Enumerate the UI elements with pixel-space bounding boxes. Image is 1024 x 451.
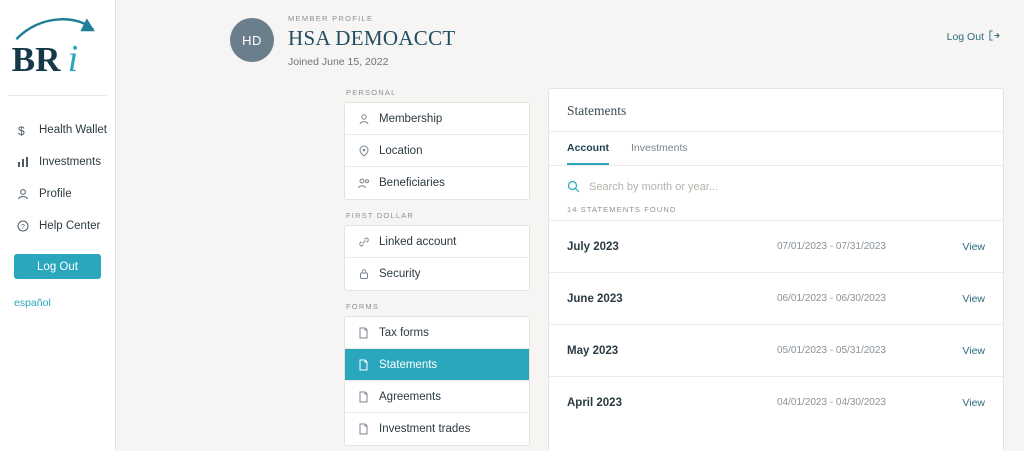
- subnav-item-label: Tax forms: [379, 326, 429, 339]
- user-icon: [16, 187, 30, 201]
- svg-text:?: ?: [21, 224, 25, 231]
- svg-text:BR: BR: [11, 39, 60, 79]
- subnav-item-investment-trades[interactable]: [345, 413, 529, 445]
- subnav-group-personal: [344, 88, 530, 200]
- sidebar-item-profile[interactable]: [0, 178, 115, 210]
- search-input[interactable]: [589, 181, 889, 193]
- search-row: [549, 166, 1003, 205]
- statement-range: 05/01/2023 - 05/31/2023: [777, 345, 886, 356]
- subnav-item-label: Security: [379, 268, 421, 280]
- brand-logo: [8, 0, 107, 96]
- svg-text:$: $: [18, 123, 25, 137]
- bar-chart-icon: [16, 155, 30, 169]
- statement-range: 04/01/2023 - 04/30/2023: [777, 397, 886, 408]
- page-eyebrow: MEMBER PROFILE: [288, 14, 374, 23]
- lock-icon: [357, 268, 370, 281]
- joined-date: Joined June 15, 2022: [288, 56, 389, 68]
- subnav-group-title: PERSONAL: [346, 88, 397, 97]
- document-icon: [357, 390, 370, 403]
- question-circle-icon: [16, 219, 30, 233]
- sidebar-item-label: Help Center: [39, 220, 101, 232]
- map-pin-icon: [357, 144, 370, 157]
- subnav-item-label: Location: [379, 144, 423, 157]
- subnav-item-label: Beneficiaries: [379, 177, 445, 189]
- header-logout-label: Log Out: [946, 31, 984, 43]
- subnav-item-beneficiaries[interactable]: [345, 167, 529, 199]
- subnav-item-membership[interactable]: [345, 103, 529, 135]
- table-row: [549, 272, 1003, 324]
- subnav-group-first-dollar: [344, 211, 530, 291]
- statement-period: May 2023: [567, 344, 619, 357]
- statement-range: 06/01/2023 - 06/30/2023: [777, 293, 886, 304]
- subnav-item-linked-account[interactable]: [345, 226, 529, 258]
- table-row: [549, 376, 1003, 428]
- sidebar-item-label: Investments: [39, 156, 101, 168]
- svg-text:i: i: [67, 37, 78, 80]
- sidebar-item-label: Health Wallet: [39, 124, 107, 136]
- document-icon: [357, 326, 370, 339]
- panel-tabs: [549, 132, 1003, 166]
- main-area: [116, 0, 1024, 451]
- subnav-item-location[interactable]: [345, 135, 529, 167]
- subnav-item-label: Membership: [379, 112, 443, 125]
- statement-period: April 2023: [567, 396, 622, 409]
- sidebar-item-help-center[interactable]: [0, 210, 115, 242]
- primary-sidebar: [0, 0, 116, 451]
- search-icon: [567, 180, 580, 193]
- document-icon: [357, 423, 370, 436]
- subnav-item-label: Agreements: [379, 390, 442, 403]
- dollar-icon: [16, 123, 30, 137]
- logout-arrow-icon: [989, 30, 1000, 44]
- avatar: HD: [230, 18, 274, 62]
- sidebar-item-investments[interactable]: [0, 146, 115, 178]
- user-icon: [357, 112, 370, 125]
- subnav-group-forms: [344, 302, 530, 446]
- subnav-item-label: Linked account: [379, 235, 457, 248]
- language-toggle-espanol[interactable]: español: [14, 297, 51, 309]
- primary-nav: [0, 96, 115, 309]
- view-link[interactable]: View: [962, 344, 985, 357]
- subnav-item-tax-forms[interactable]: [345, 317, 529, 349]
- profile-header: [116, 0, 1024, 88]
- sidebar-logout-button[interactable]: Log Out: [14, 254, 101, 279]
- subnav-group-title: FORMS: [346, 302, 380, 311]
- panel-title: Statements: [549, 89, 1003, 132]
- subnav-item-label: Statements: [379, 358, 438, 371]
- sidebar-item-health-wallet[interactable]: [0, 114, 115, 146]
- document-icon: [357, 358, 370, 371]
- subnav-item-label: Investment trades: [379, 423, 471, 435]
- subnav-item-statements[interactable]: [345, 349, 529, 381]
- subnav-group-title: FIRST DOLLAR: [346, 211, 415, 220]
- table-row: [549, 220, 1003, 272]
- bri-logo-icon: [10, 12, 106, 84]
- sidebar-item-label: Profile: [39, 188, 72, 200]
- tab-investments[interactable]: Investments: [631, 142, 688, 154]
- statements-panel: [548, 88, 1004, 451]
- page-title: HSA DEMOACCT: [288, 26, 456, 50]
- view-link[interactable]: View: [962, 240, 985, 253]
- users-icon: [357, 177, 370, 190]
- subnav-item-agreements[interactable]: [345, 381, 529, 413]
- view-link[interactable]: View: [962, 396, 985, 409]
- statement-period: July 2023: [567, 240, 619, 253]
- link-icon: [357, 235, 370, 248]
- results-count: 14 STATEMENTS FOUND: [567, 205, 677, 214]
- statement-period: June 2023: [567, 292, 623, 305]
- tab-account[interactable]: Account: [567, 142, 609, 165]
- header-logout-link[interactable]: [947, 30, 1000, 44]
- table-row: [549, 324, 1003, 376]
- subnav-item-security[interactable]: [345, 258, 529, 290]
- view-link[interactable]: View: [962, 292, 985, 305]
- content-area: [116, 88, 1024, 451]
- statement-range: 07/01/2023 - 07/31/2023: [777, 241, 886, 252]
- secondary-nav: [344, 88, 530, 451]
